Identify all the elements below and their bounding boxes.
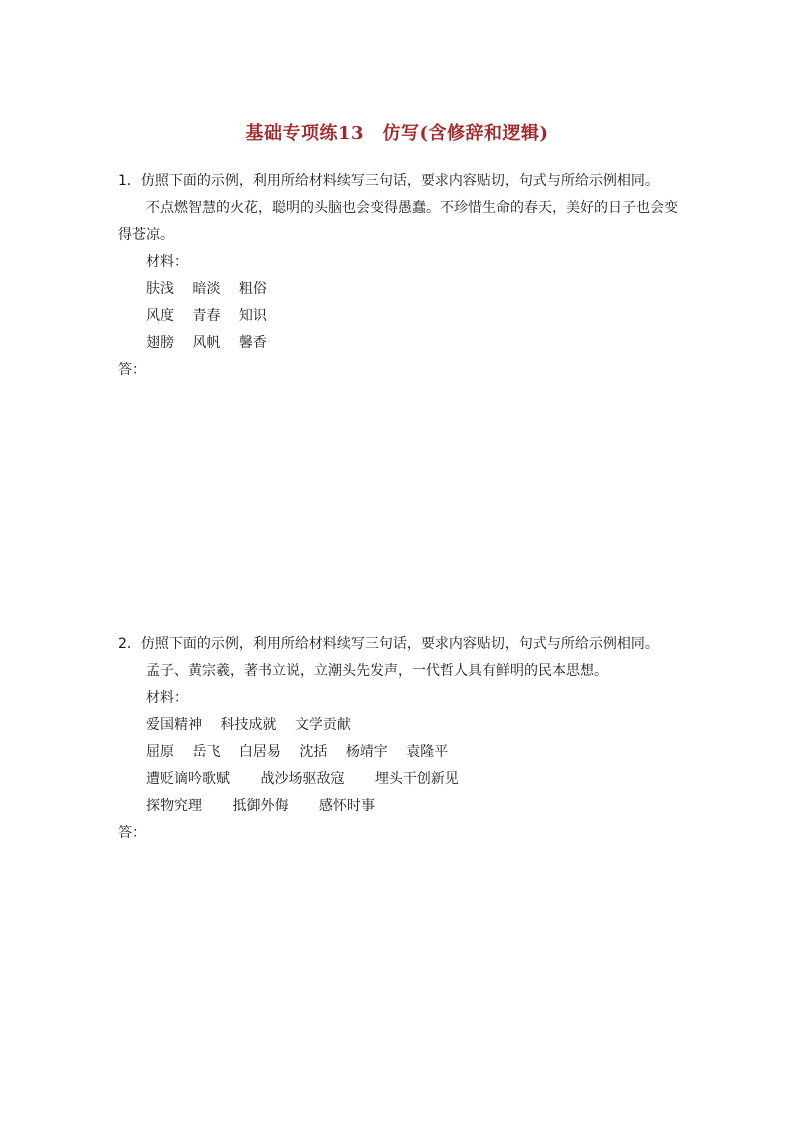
q2-material-label: 材料： xyxy=(146,690,188,706)
q2-word: 爱国精神 xyxy=(146,717,202,733)
q1-material-label: 材料： xyxy=(146,254,188,270)
q2-example: 孟子、黄宗羲，著书立说，立潮头先发声，一代哲人具有鲜明的民本思想。 xyxy=(146,663,608,679)
q1-example-line1: 不点燃智慧的火花，聪明的头脑也会变得愚蠢。不珍惜生命的春天，美好的日子也会变 xyxy=(146,200,678,216)
q1-answer-label: 答： xyxy=(118,362,146,378)
q2-prompt: 2．仿照下面的示例，利用所给材料续写三句话，要求内容贴切，句式与所给示例相同。 xyxy=(118,636,659,652)
q1-material-row xyxy=(118,276,688,303)
page-title: 基础专项练13 仿写(含修辞和逻辑) xyxy=(245,123,549,144)
q1-example-line2: 得苍凉。 xyxy=(118,227,174,243)
q2-material-row xyxy=(118,712,688,739)
q2-word: 抵御外侮 xyxy=(232,798,289,814)
q1-word: 青春 xyxy=(192,308,221,324)
q2-word: 屈原 xyxy=(146,744,174,760)
q2-word: 遭贬谪吟歌赋 xyxy=(146,771,230,787)
q1-word: 馨香 xyxy=(238,335,267,351)
q1-material-row xyxy=(118,330,688,357)
q2-word: 埋头干创新见 xyxy=(374,771,459,787)
q1-word: 风帆 xyxy=(192,335,221,351)
q2-word: 文学贡献 xyxy=(294,717,351,733)
q2-word: 探物究理 xyxy=(146,798,202,814)
q1-word: 肤浅 xyxy=(146,281,174,297)
question-2 xyxy=(118,631,688,847)
q2-material-row xyxy=(118,793,688,820)
q1-word: 知识 xyxy=(238,308,267,324)
q1-word: 风度 xyxy=(146,308,174,324)
q2-material-row xyxy=(118,766,688,793)
q2-word: 战沙场驱敌寇 xyxy=(260,771,345,787)
q2-word: 白居易 xyxy=(238,744,281,760)
q2-word: 杨靖宇 xyxy=(345,744,388,760)
q1-word: 粗俗 xyxy=(238,281,267,297)
q1-word: 暗淡 xyxy=(192,281,221,297)
q1-word: 翅膀 xyxy=(146,335,174,351)
q2-material-row xyxy=(118,739,688,766)
q2-word: 岳飞 xyxy=(192,744,221,760)
q2-word: 袁隆平 xyxy=(406,744,449,760)
question-1 xyxy=(118,168,688,384)
q2-word: 感怀时事 xyxy=(318,798,375,814)
q1-material-row xyxy=(118,303,688,330)
q2-word: 沈括 xyxy=(299,744,328,760)
q1-prompt: 1．仿照下面的示例，利用所给材料续写三句话，要求内容贴切，句式与所给示例相同。 xyxy=(118,173,659,189)
q2-word: 科技成就 xyxy=(220,717,277,733)
q2-answer-label: 答： xyxy=(118,825,146,841)
